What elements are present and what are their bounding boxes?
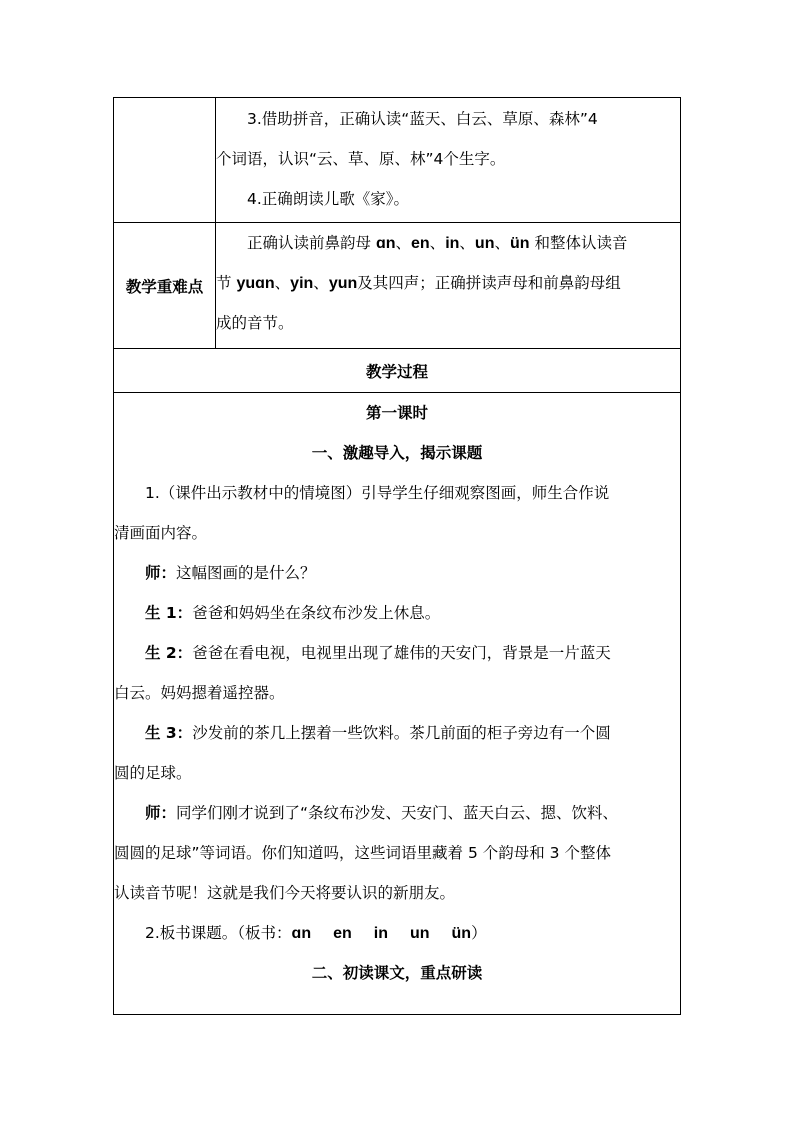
student-3-answer-line-1 (114, 713, 680, 753)
paragraph-1-line-2: 清画面内容。 (114, 524, 208, 542)
objectives-label-cell (114, 98, 216, 223)
student-1-answer (114, 593, 680, 633)
paragraph-2-prefix: 2.板书课题。（板书： (145, 924, 292, 942)
process-header: 教学过程 (114, 349, 681, 393)
student-3-label: 生 3： (145, 724, 193, 742)
teacher-2-line-2: 圆圆的足球”等词语。你们知道吗，这些词语里藏着 5 个韵母和 3 个整体 (114, 844, 611, 862)
final-uun: ün (509, 235, 530, 252)
key-points-line-3: 成的音节。 (216, 314, 294, 332)
paragraph-2-suffix: ） (471, 924, 487, 942)
teacher-2-text-1: 同学们刚才说到了“条纹布沙发、天安门、蓝天白云、摁、饮料、 (176, 804, 619, 822)
key-points-row (114, 223, 681, 349)
final-un: un (474, 235, 495, 252)
teacher-2-label: 师： (145, 804, 177, 822)
process-content-row (114, 393, 681, 1015)
lesson-plan-table (113, 97, 681, 1015)
board-final-in: in (373, 925, 388, 942)
key-points-line-2-suffix: 及其四声；正确拼读声母和前鼻韵母组 (357, 274, 621, 292)
syllable-yuan: yuɑn (236, 275, 275, 292)
syllable-yin: yin (290, 275, 314, 292)
key-points-label: 教学重难点 (114, 223, 216, 349)
student-2-answer-line-1 (114, 633, 680, 673)
key-points-content-cell (216, 223, 681, 349)
key-points-line-1-prefix: 正确认读前鼻韵母 (247, 234, 376, 252)
paragraph-2 (114, 913, 680, 953)
student-3-text-1: 沙发前的茶几上摆着一些饮料。茶几前面的柜子旁边有一个圆 (192, 724, 611, 742)
teacher-label: 师： (145, 564, 177, 582)
final-an: ɑn (375, 235, 396, 252)
student-3-answer-line-2: 圆的足球。 (114, 764, 192, 782)
final-en: en (411, 235, 430, 252)
syllable-yun: yun (328, 275, 358, 292)
section-2-title: 二、初读课文，重点研读 (311, 964, 483, 982)
board-final-en: en (333, 925, 352, 942)
student-1-text: 爸爸和妈妈坐在条纹布沙发上休息。 (192, 604, 441, 622)
final-in: in (445, 235, 460, 252)
teacher-question (114, 553, 680, 593)
lesson-title: 第一课时 (365, 404, 428, 422)
board-final-uun: ün (451, 925, 472, 942)
teacher-question-text: 这幅图画的是什么？ (176, 564, 316, 582)
teacher-2-line-3: 认读音节呢！这就是我们今天将要认识的新朋友。 (114, 884, 456, 902)
teacher-2-line-1 (114, 793, 680, 833)
process-header-row (114, 349, 681, 393)
board-final-an: ɑn (291, 925, 312, 942)
paragraph-1-line-1: 1.（课件出示教材中的情境图）引导学生仔细观察图画，师生合作说 (145, 484, 610, 502)
objective-3-line-2: 个词语，认识“云、草、原、林”4个生字。 (216, 150, 506, 168)
student-2-label: 生 2： (145, 644, 193, 662)
objectives-row (114, 98, 681, 223)
key-points-line-2: 节 yuɑn、yin、yun及其四声；正确拼读声母和前鼻韵母组 (216, 274, 621, 292)
key-points-line-1-suffix: 和整体认读音 (534, 234, 628, 252)
board-final-un: un (409, 925, 430, 942)
student-1-label: 生 1： (145, 604, 193, 622)
key-points-line-1: 正确认读前鼻韵母 ɑn、en、in、un、ün 和整体认读音 (247, 234, 628, 252)
key-points-line-2-prefix: 节 (216, 274, 237, 292)
objectives-content-cell (216, 98, 681, 223)
section-1-title: 一、激趣导入，揭示课题 (311, 444, 483, 462)
process-content-cell (114, 393, 681, 1015)
objective-4: 4.正确朗读儿歌《家》。 (247, 190, 410, 208)
objective-3-line-1: 3.借助拼音，正确认读“蓝天、白云、草原、森林”4 (247, 110, 598, 128)
student-2-answer-line-2: 白云。妈妈摁着遥控器。 (114, 684, 285, 702)
student-2-text-1: 爸爸在看电视，电视里出现了雄伟的天安门，背景是一片蓝天 (192, 644, 611, 662)
